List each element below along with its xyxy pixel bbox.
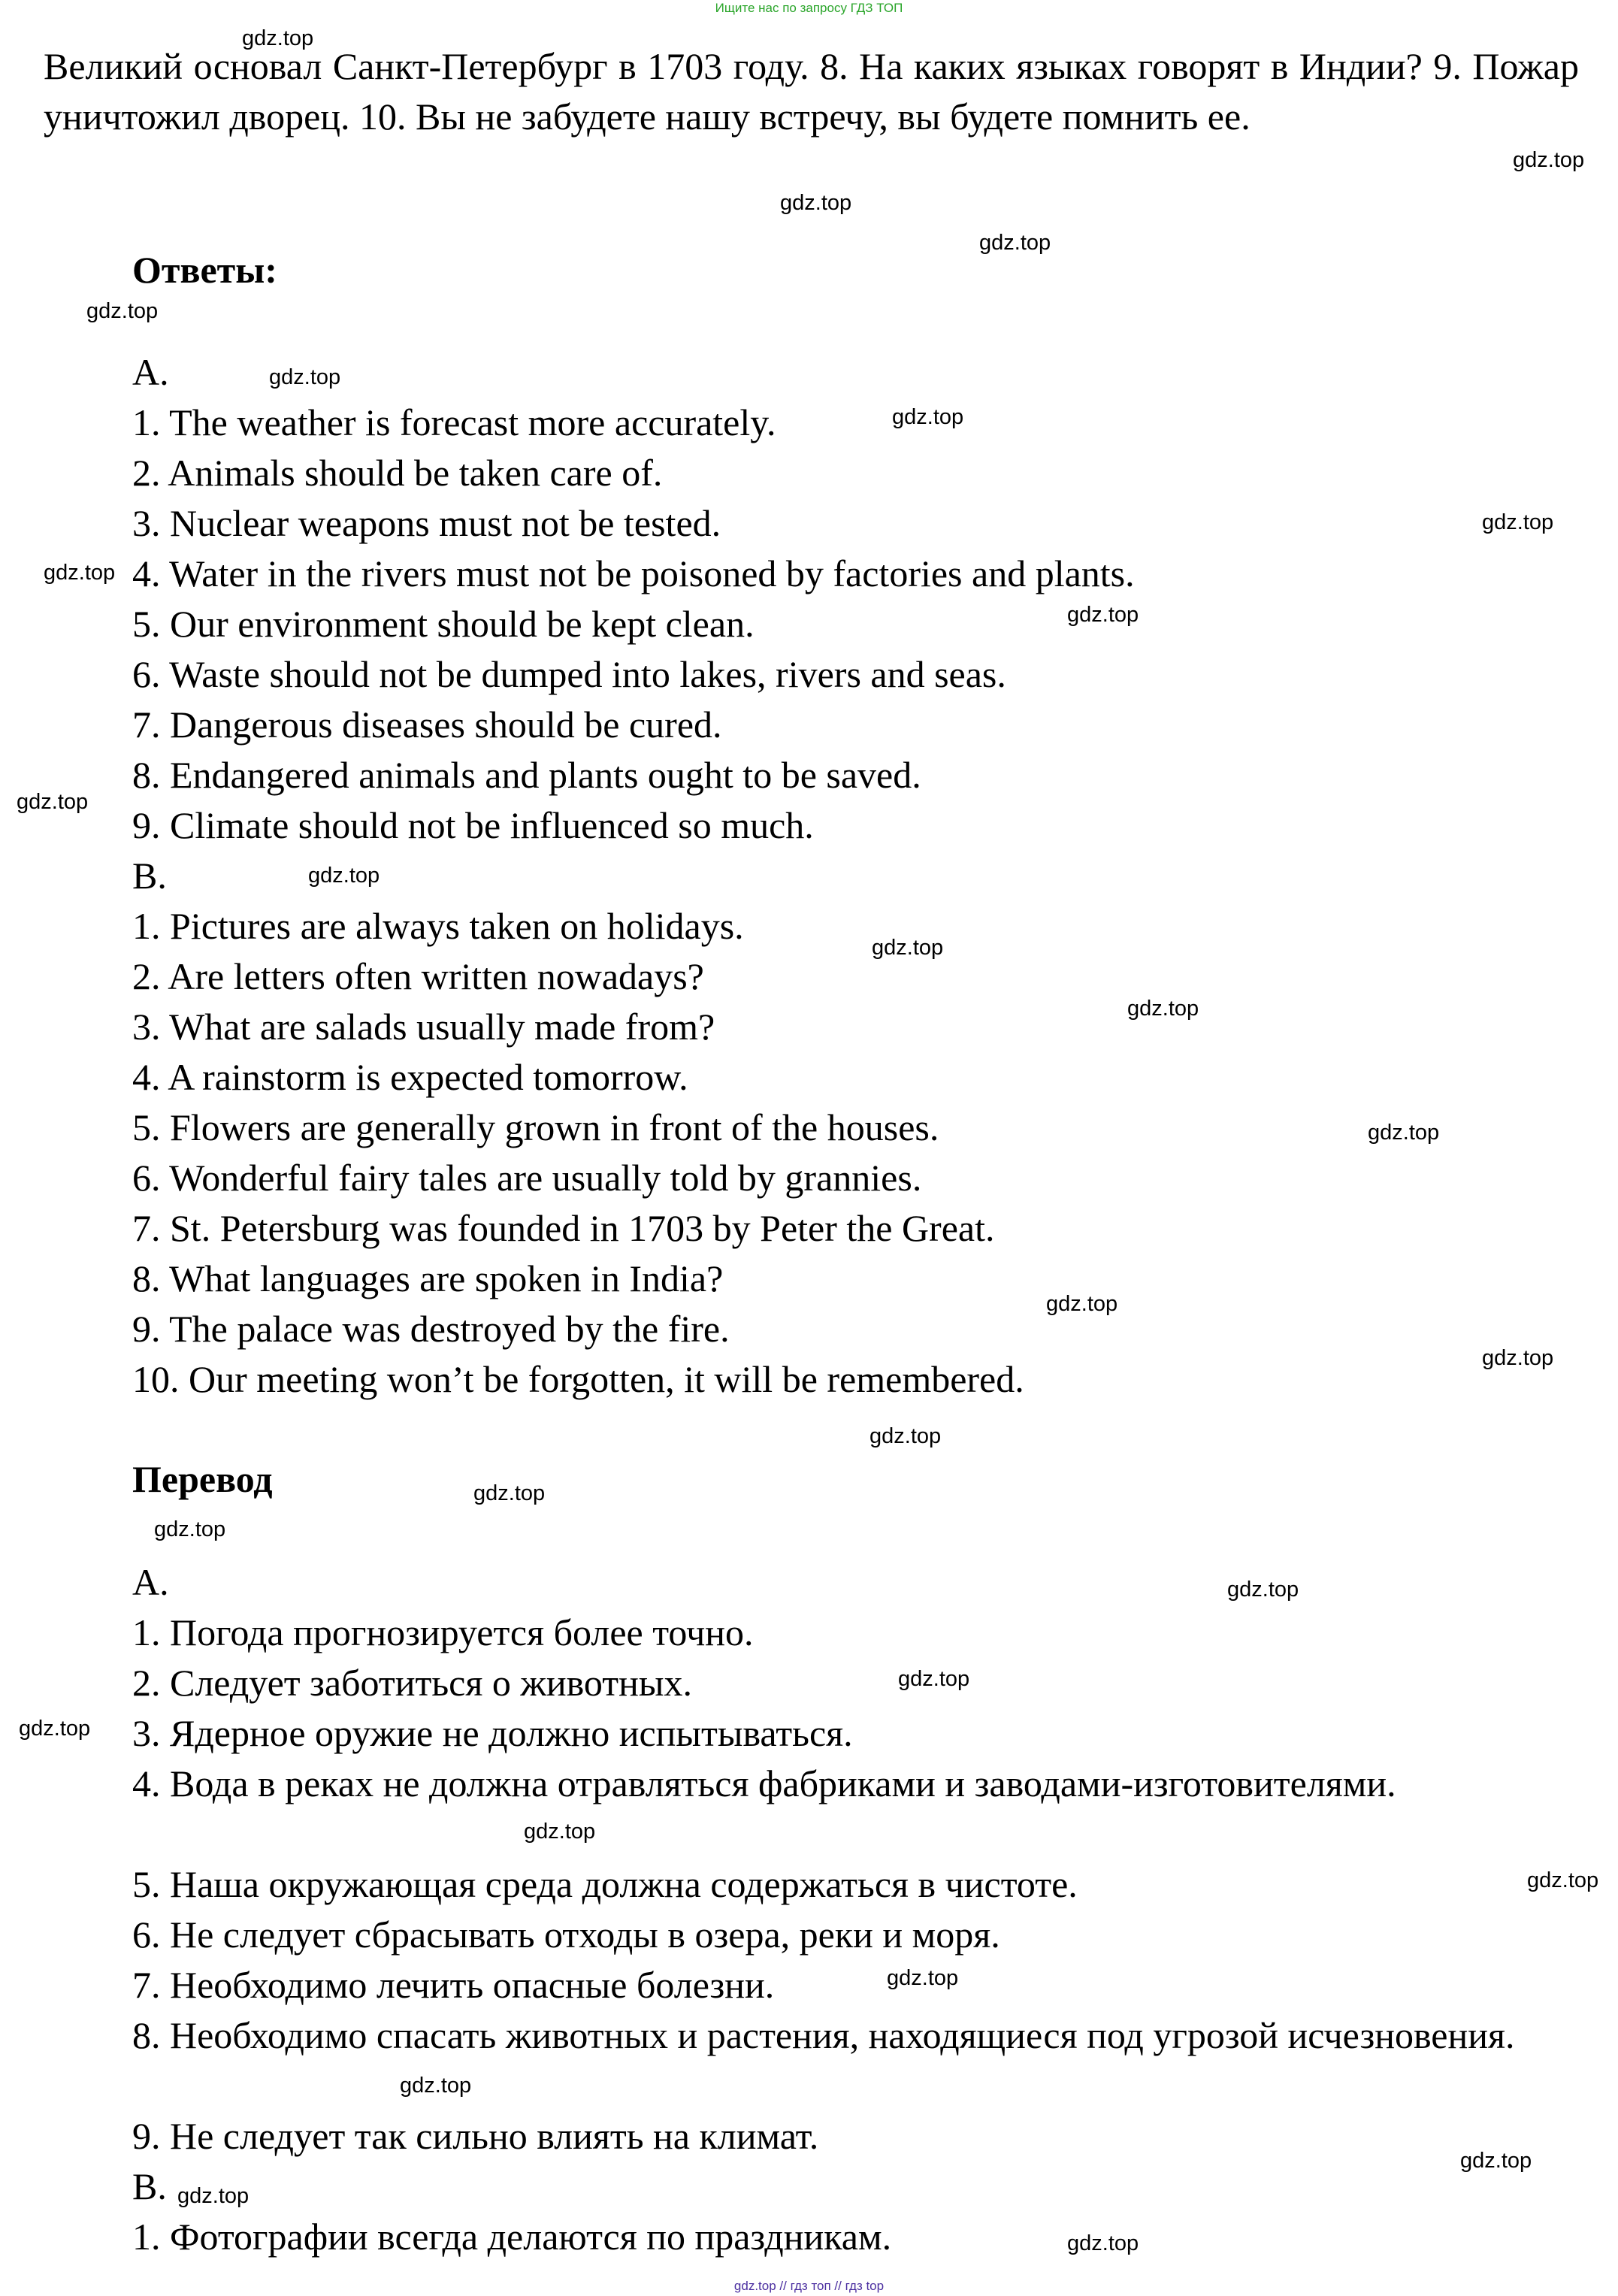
watermark: gdz.top [979,231,1051,255]
answer-a-item: 4. Water in the rivers must not be poisoned by factories and plants. [132,552,1135,594]
answer-b-item: 9. The palace was destroyed by the fire. [132,1308,730,1350]
answer-a-item: 1. The weather is forecast more accurately. [132,401,776,443]
translation-b-item: 1. Фотографии всегда делаются по праздникам. [132,2216,892,2258]
translation-a-item: 7. Необходимо лечить опасные болезни. [132,1964,775,2006]
watermark: gdz.top [44,561,116,585]
translation-section-b-label: B. [132,2165,167,2207]
watermark: gdz.top [1482,1346,1554,1370]
translation-a-item: 8. Необходимо спасать животных и растения, находящиеся под угрозой исчезновения. [132,2014,1515,2056]
translation-a-item: 5. Наша окружающая среда должна содержаться в чистоте. [132,1863,1078,1905]
intro-paragraph: Великий основал Санкт-Петербург в 1703 году. 8. На каких языках говорят в Индии? 9. Пожар уничтожил дворец. 10. Вы не забудете нашу встречу, вы будете помнить ее. [44,45,1579,138]
answer-b-item: 6. Wonderful fairy tales are usually told by grannies. [132,1157,922,1199]
answer-a-item: 8. Endangered animals and plants ought to be saved. [132,754,921,796]
answer-a-item: 3. Nuclear weapons must not be tested. [132,502,721,544]
answer-a-item: 6. Waste should not be dumped into lakes, rivers and seas. [132,653,1006,695]
watermark: gdz.top [1127,997,1199,1021]
translation-a-item: 2. Следует заботиться о животных. [132,1662,692,1704]
watermark: gdz.top [308,864,380,888]
answer-b-item: 4. A rainstorm is expected tomorrow. [132,1056,688,1098]
answer-b-item: 5. Flowers are generally grown in front of the houses. [132,1106,939,1148]
answers-heading: Ответы: [132,249,277,291]
answer-b-item: 7. St. Petersburg was founded in 1703 by Peter the Great. [132,1207,995,1249]
translation-section-a-label: A. [132,1561,169,1603]
watermark: gdz.top [400,2074,472,2098]
answer-b-item: 2. Are letters often written nowadays? [132,955,704,997]
answers-section-b-label: B. [132,855,167,897]
answer-b-item: 8. What languages are spoken in India? [132,1257,724,1299]
watermark: gdz.top [19,1717,91,1741]
watermark: gdz.top [17,790,89,814]
header-banner: Ищите нас по запросу ГДЗ ТОП [715,1,903,15]
answer-a-item: 2. Animals should be taken care of. [132,452,663,494]
answer-a-item: 7. Dangerous diseases should be cured. [132,703,722,746]
watermark: gdz.top [1482,510,1554,534]
watermark: gdz.top [177,2184,250,2208]
watermark: gdz.top [1513,148,1585,172]
answer-a-item: 5. Our environment should be kept clean. [132,603,755,645]
translation-a-item: 9. Не следует так сильно влиять на климат. [132,2115,819,2157]
answer-b-item: 10. Our meeting won’t be forgotten, it will be remembered. [132,1358,1024,1400]
watermark: gdz.top [892,405,964,429]
translation-a-item: 4. Вода в реках не должна отравляться фабриками и заводами-изготовителями. [132,1762,1396,1804]
watermark: gdz.top [1227,1578,1299,1602]
watermark: gdz.top [887,1966,959,1990]
translation-a-item: 6. Не следует сбрасывать отходы в озера, реки и моря. [132,1913,1000,1956]
footer-banner: gdz.top // гдз топ // гдз top [733,2279,885,2293]
watermark: gdz.top [898,1667,970,1691]
watermark: gdz.top [86,299,159,323]
watermark: gdz.top [869,1424,942,1448]
watermark: gdz.top [269,365,341,389]
watermark: gdz.top [473,1481,546,1505]
answer-b-item: 1. Pictures are always taken on holidays. [132,905,744,947]
translation-heading: Перевод [132,1458,273,1500]
watermark: gdz.top [1067,2231,1139,2255]
translation-a-item: 3. Ядерное оружие не должно испытываться. [132,1712,853,1754]
watermark: gdz.top [1527,1868,1599,1892]
watermark: gdz.top [154,1517,226,1541]
watermark: gdz.top [242,26,314,50]
answer-a-item: 9. Climate should not be influenced so much. [132,804,814,846]
answers-section-a-label: A. [132,351,169,393]
watermark: gdz.top [780,191,852,215]
watermark: gdz.top [1067,603,1139,627]
watermark: gdz.top [872,936,944,960]
watermark: gdz.top [1046,1292,1118,1316]
watermark: gdz.top [1368,1121,1440,1145]
translation-a-item: 1. Погода прогнозируется более точно. [132,1611,754,1653]
answer-b-item: 3. What are salads usually made from? [132,1006,715,1048]
watermark: gdz.top [524,1820,596,1844]
watermark: gdz.top [1460,2149,1532,2173]
